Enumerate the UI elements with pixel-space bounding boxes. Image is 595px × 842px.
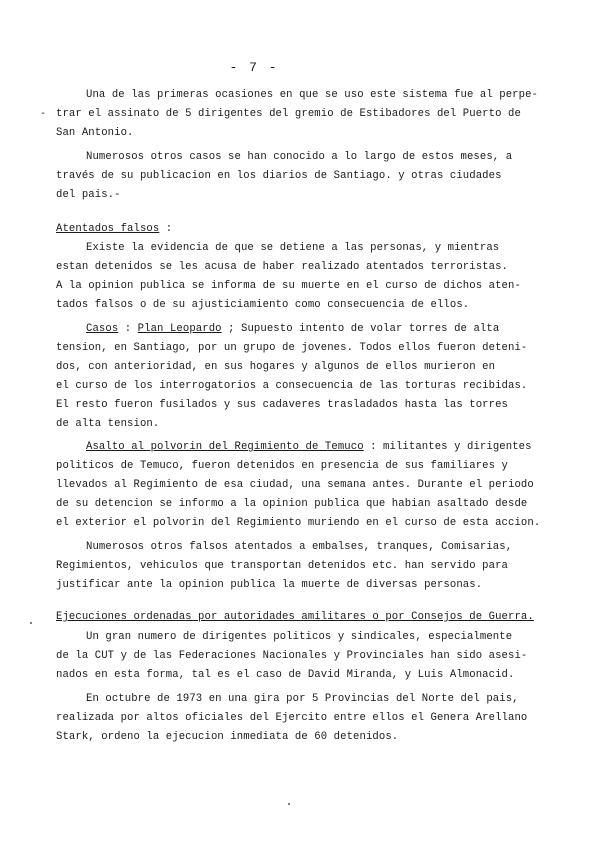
text-line: Existe la evidencia de que se detiene a las personas, y mientras	[86, 242, 500, 254]
margin-mark: -	[40, 109, 47, 120]
text-line: trar el assinato de 5 dirigentes del gremio de Estibadores del Puerto de	[56, 108, 521, 120]
text-line: través de su publicacion en los diarios de Santiago. y otras ciudades	[56, 170, 502, 182]
text-line: tension, en Santiago, por un grupo de jovenes. Todos ellos fueron deteni-	[56, 342, 528, 354]
heading-colon: :	[159, 223, 173, 235]
text-line: A la opinion publica se informa de su muerte en el curso de dichos aten-	[56, 280, 521, 292]
section-heading	[56, 610, 534, 624]
heading-text: Atentados falsos	[56, 223, 160, 235]
cases-label: Casos	[86, 323, 119, 335]
text-line: Numerosos otros falsos atentados a embalses, tranques, Comisarias,	[86, 541, 513, 553]
text-line: dos, con anterioridad, en sus hogares y algunos de ellos murieron en	[56, 361, 496, 373]
text-line: estan detenidos se les acusa de haber realizado atentados terroristas.	[56, 261, 509, 273]
case-text: : militantes y dirigentes	[363, 441, 532, 453]
text-line: realizada por altos oficiales del Ejercito entre ellos el Genera Arellano	[56, 712, 528, 724]
text-line: San Antonio.	[56, 127, 134, 139]
text-line: el exterior el polvorin del Regimiento muriendo en el curso de esta accion.	[56, 517, 541, 529]
text-line: justificar ante la opinion publica la muerte de diversas personas.	[56, 579, 483, 591]
text-line: de su detencion se informo a la opinion publica que habian asaltado desde	[56, 498, 528, 510]
text-line: Regimientos, vehiculos que transportan detenidos etc. han servido para	[56, 560, 509, 572]
text-line: En octubre de 1973 en una gira por 5 Provincias del Norte del pais,	[86, 693, 519, 705]
section-heading	[56, 222, 172, 236]
text-line: de alta tension.	[56, 418, 160, 430]
text-line: del pais.-	[56, 189, 121, 201]
case-line	[86, 440, 532, 454]
text-line: politicos de Temuco, fueron detenidos en presencia de sus familiares y	[56, 460, 509, 472]
text-line: de la CUT y de las Federaciones Nacionales y Provinciales han sido asesi-	[56, 650, 528, 662]
case-title: Asalto al polvorin del Regimiento de Temuco	[86, 441, 364, 453]
text-line: llevados al Regimiento de esa ciudad, una semana antes. Durante el periodo	[56, 479, 534, 491]
text-line: Una de las primeras ocasiones en que se uso este sistema fue al perpe-	[86, 89, 539, 101]
text-line: tados falsos o de su ajusticiamiento como consecuencia de ellos.	[56, 299, 470, 311]
text-line: Stark, ordeno la ejecucion inmediata de 60 detenidos.	[56, 731, 399, 743]
scan-speck	[288, 803, 290, 805]
cases-separator: :	[118, 323, 138, 335]
text-line: nados en esta forma, tal es el caso de David Miranda, y Luis Almonacid.	[56, 669, 515, 681]
page-number: - 7 -	[229, 60, 279, 75]
case-text: ; Supuesto intento de volar torres de alta	[221, 323, 500, 335]
heading-text: Ejecuciones ordenadas por autoridades amilitares o por Consejos de Guerra.	[56, 611, 534, 623]
text-line: el curso de los interrogatorios a consecuencia de las torturas recibidas.	[56, 380, 528, 392]
text-line: El resto fueron fusilados y sus cadaveres trasladados hasta las torres	[56, 399, 509, 411]
text-line: Numerosos otros casos se han conocido a lo largo de estos meses, a	[86, 151, 513, 163]
case-title: Plan Leopardo	[137, 323, 222, 335]
cases-line	[86, 322, 499, 336]
scan-speck	[30, 622, 32, 624]
text-line: Un gran numero de dirigentes politicos y sindicales, especialmente	[86, 631, 513, 643]
